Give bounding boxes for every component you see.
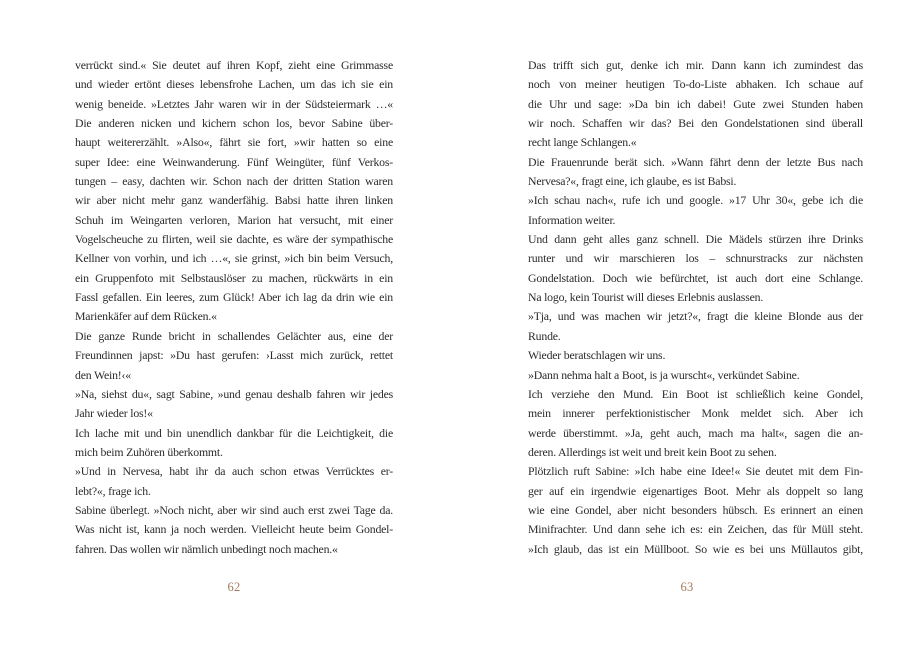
text-line: super Idee: eine Weinwanderung. Fünf Weingüter, fünf Verkos- <box>75 154 393 169</box>
text-line: wie eine Gondel, aber nicht besonders hübsch. Es erinnert an einen <box>528 502 863 517</box>
text-line: haupt weitererzählt. »Also«, fährt sie fort, »wir hatten so eine <box>75 135 393 150</box>
text-line: lebt?«, frage ich. <box>75 483 151 498</box>
left-page-text <box>75 56 393 559</box>
text-line: mich beim Zuhören überkommt. <box>75 444 223 459</box>
text-line: mein innerer perfektionistischer Monk meldet sich. Aber ich <box>528 406 863 421</box>
text-line: Nervesa?«, fragt eine, ich glaube, es ist Babsi. <box>528 174 737 189</box>
text-line: Was nicht ist, kann ja noch werden. Vielleicht heute beim Gondel- <box>75 522 393 537</box>
text-line: deren. Allerdings ist weit und breit kein Boot zu sehen. <box>528 444 777 459</box>
text-line: ein Gruppenfoto mit Selbstauslöser zu machen, rückwärts in ein <box>75 270 393 285</box>
text-line: Die anderen nicken und kichern schon los, bevor Sabine über- <box>75 116 393 131</box>
text-line: wir noch. Schaffen wir das? Bei den Gondelstationen sind überall <box>528 116 863 131</box>
text-line: »Ich glaub, das ist ein Müllboot. So wie es bei uns Müllautos gibt, <box>528 541 863 556</box>
text-line: runter und wir marschieren los – schnurstracks zur nächsten <box>528 251 863 266</box>
right-page-number: 63 <box>680 580 694 594</box>
text-line: Kellner von vorhin, und ich …«, sie grinst, »ich bin beim Versuch, <box>75 251 393 266</box>
text-line: »Na, siehst du«, sagt Sabine, »und genau deshalb fahren wir jedes <box>75 386 393 401</box>
text-line: den Wein!‹« <box>75 367 131 382</box>
text-line: »Tja, und was machen wir jetzt?«, fragt die kleine Blonde aus der <box>528 309 863 324</box>
text-line: Die Frauenrunde berät sich. »Wann fährt denn der letzte Bus nach <box>528 154 863 169</box>
text-line: werde überstimmt. »Ja, geht auch, mach ma halt«, sagen die an- <box>528 425 863 440</box>
text-line: Wieder beratschlagen wir uns. <box>528 348 666 363</box>
text-line: Jahr wieder los!« <box>75 406 153 421</box>
text-line: tungen – easy, dachten wir. Schon nach der dritten Station waren <box>75 174 393 189</box>
text-line: Fassl gefallen. Ein leeres, zum Glück! Aber ich lag da drin wie ein <box>75 290 393 305</box>
text-line: verrückt sind.« Sie deutet auf ihren Kopf, zieht eine Grimmasse <box>75 58 393 72</box>
text-line: Die ganze Runde bricht in schallendes Gelächter aus, eine der <box>75 328 393 343</box>
text-line: fahren. Das wollen wir nämlich unbedingt noch machen.« <box>75 541 338 556</box>
text-line: ger auf ein irgendwie eigenartiges Boot. Mehr als doppelt so lang <box>528 483 863 498</box>
text-line: Plötzlich ruft Sabine: »Ich habe eine Idee!« Sie deutet mit dem Fin- <box>528 464 863 479</box>
text-line: wir aber nicht mehr ganz wanderfähig. Babsi hatte ihren linken <box>75 193 393 208</box>
text-line: noch von meiner heutigen To-do-Liste abhaken. Ich schaue auf <box>528 77 863 92</box>
text-line: »Und in Nervesa, habt ihr da auch schon etwas Verrücktes er- <box>75 464 393 479</box>
text-line: Und dann geht alles ganz schnell. Die Mädels stürzen ihre Drinks <box>528 232 863 247</box>
text-line: recht lange Schlangen.« <box>528 135 637 150</box>
text-line: Das trifft sich gut, denke ich mir. Dann kann ich zumindest das <box>528 58 863 72</box>
text-line: »Ich schau nach«, rufe ich und google. »17 Uhr 30«, gebe ich die <box>528 193 863 208</box>
left-page-number: 62 <box>227 580 241 594</box>
text-line: »Dann nehma halt a Boot, is ja wurscht«, verkündet Sabine. <box>528 367 800 382</box>
text-line: Na logo, kein Tourist will dieses Erlebnis auslassen. <box>528 290 764 305</box>
text-line: Ich lache mit und bin unendlich dankbar für die Leichtigkeit, die <box>75 425 393 440</box>
text-line: Gondelstation. Doch wie befürchtet, ist auch dort eine Schlange. <box>528 270 863 285</box>
text-line: die Uhr und sage: »Da bin ich dabei! Gute zwei Stunden haben <box>528 96 863 111</box>
text-line: Freundinnen japst: »Du hast gerufen: ›Lasst mich zurück, rettet <box>75 348 393 363</box>
right-page-text <box>528 56 863 559</box>
text-line: Vogelscheuche zu flirten, weil sie dachte, es wäre der sympathische <box>75 232 393 247</box>
text-line: Minifrachter. Und dann sehe ich es: ein Zeichen, das für Müll steht. <box>528 522 863 537</box>
text-line: Ich verziehe den Mund. Ein Boot ist schließlich keine Gondel, <box>528 386 863 401</box>
text-line: Sabine überlegt. »Noch nicht, aber wir sind auch erst zwei Tage da. <box>75 502 393 517</box>
text-line: Information weiter. <box>528 212 616 227</box>
text-line: Marienkäfer auf dem Rücken.« <box>75 309 217 324</box>
text-line: und wieder ertönt dieses lebensfrohe Lachen, um das ich sie ein <box>75 77 393 92</box>
text-line: Runde. <box>528 328 561 343</box>
text-line: wenig beneide. »Letztes Jahr waren wir in der Südsteiermark …« <box>75 96 393 111</box>
text-line: Schuh im Weingarten verloren, Marion hat versucht, mit einer <box>75 212 393 227</box>
